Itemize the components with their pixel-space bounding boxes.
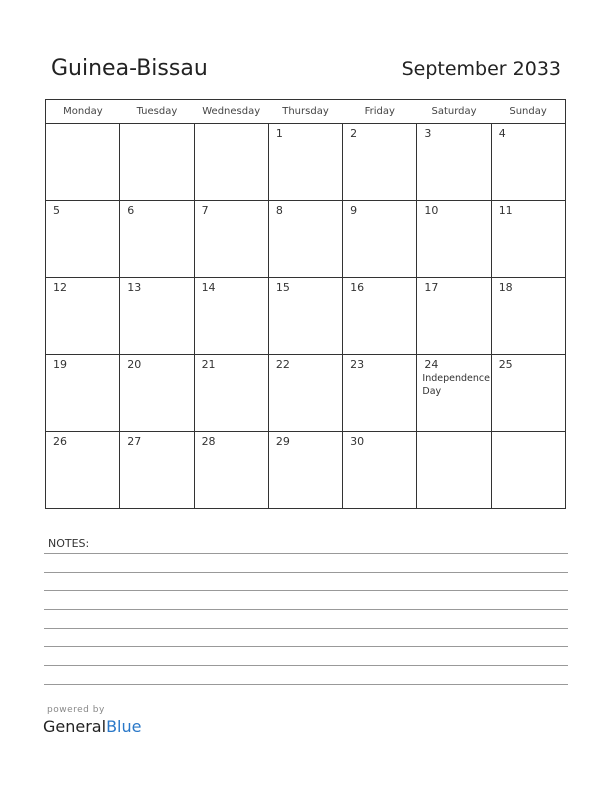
day-number: 24 [424, 358, 439, 371]
day-number: 10 [424, 204, 439, 217]
day-number: 22 [275, 358, 290, 371]
calendar-day-cell [120, 355, 194, 432]
day-number: 9 [350, 204, 358, 217]
weekday-thursday: Thursday [268, 100, 342, 124]
day-number: 3 [424, 127, 432, 140]
day-number: 11 [498, 204, 513, 217]
note-line [44, 609, 568, 610]
day-number: 26 [53, 435, 67, 448]
day-number: 12 [53, 281, 67, 294]
calendar-day-cell [46, 278, 120, 355]
weekday-tuesday: Tuesday [120, 100, 194, 124]
calendar-day-cell [120, 278, 194, 355]
calendar-day-cell [120, 432, 194, 509]
day-number: 20 [127, 358, 142, 371]
calendar-day-cell [120, 124, 194, 201]
calendar-day-cell [194, 124, 268, 201]
brand-blue: Blue [106, 717, 142, 736]
calendar-day-cell [46, 201, 120, 278]
calendar-day-cell [268, 355, 342, 432]
calendar-day-cell [268, 201, 342, 278]
calendar-day-cell [343, 124, 417, 201]
weekday-monday: Monday [46, 100, 120, 124]
calendar-day-cell [417, 355, 491, 432]
calendar-day-cell [120, 201, 194, 278]
calendar-month-title: September 2033 [401, 58, 561, 80]
calendar-day-cell [491, 278, 565, 355]
calendar-day-cell [46, 432, 120, 509]
day-number: 30 [350, 435, 365, 448]
calendar-week-row [46, 201, 566, 278]
brand-general: General [43, 717, 107, 736]
day-number: 28 [201, 435, 216, 448]
calendar-day-cell [268, 124, 342, 201]
note-line [44, 572, 568, 573]
day-number: 17 [424, 281, 439, 294]
note-line [44, 590, 568, 591]
calendar-day-cell [268, 278, 342, 355]
calendar-day-cell [194, 201, 268, 278]
day-number: 1 [275, 127, 283, 140]
day-number: 19 [53, 358, 67, 371]
day-number: 27 [127, 435, 142, 448]
holiday-label: Independence Day [422, 373, 490, 397]
day-number: 2 [350, 127, 358, 140]
day-number: 21 [201, 358, 216, 371]
note-line [44, 553, 568, 554]
calendar-week-row [46, 355, 566, 432]
weekday-saturday: Saturday [417, 100, 491, 124]
calendar-day-cell [417, 124, 491, 201]
calendar-day-cell [343, 432, 417, 509]
note-line [44, 665, 568, 666]
calendar-day-cell [417, 278, 491, 355]
day-number: 29 [275, 435, 290, 448]
notes-label: NOTES: [48, 537, 90, 550]
day-number: 13 [127, 281, 142, 294]
day-number: 5 [53, 204, 60, 217]
weekday-header-row [46, 100, 566, 124]
weekday-friday: Friday [343, 100, 417, 124]
calendar-day-cell [194, 278, 268, 355]
day-number: 25 [498, 358, 513, 371]
day-number: 6 [127, 204, 135, 217]
calendar-day-cell [491, 355, 565, 432]
day-number: 23 [350, 358, 365, 371]
day-number: 4 [498, 127, 506, 140]
calendar-day-cell [343, 278, 417, 355]
day-number: 8 [275, 204, 283, 217]
calendar-day-cell [417, 432, 491, 509]
calendar-week-row [46, 278, 566, 355]
calendar-day-cell [343, 201, 417, 278]
note-line [44, 684, 568, 685]
note-line [44, 646, 568, 647]
day-number: 7 [201, 204, 209, 217]
day-number: 16 [350, 281, 365, 294]
day-number: 15 [275, 281, 290, 294]
calendar-day-cell [343, 355, 417, 432]
generalblue-logo [43, 717, 141, 736]
calendar-country-title: Guinea-Bissau [51, 56, 208, 81]
note-line [44, 628, 568, 629]
powered-by-text: powered by [47, 705, 105, 715]
calendar-day-cell [268, 432, 342, 509]
calendar-day-cell [491, 432, 565, 509]
calendar-day-cell [491, 201, 565, 278]
calendar-grid [45, 99, 566, 509]
calendar-day-cell [194, 355, 268, 432]
calendar-day-cell [46, 124, 120, 201]
calendar-week-row [46, 124, 566, 201]
calendar-week-row [46, 432, 566, 509]
calendar-day-cell [417, 201, 491, 278]
day-number: 14 [201, 281, 216, 294]
calendar-day-cell [194, 432, 268, 509]
calendar-day-cell [46, 355, 120, 432]
weekday-wednesday: Wednesday [194, 100, 268, 124]
day-number: 18 [498, 281, 513, 294]
calendar-day-cell [491, 124, 565, 201]
weekday-sunday: Sunday [491, 100, 565, 124]
